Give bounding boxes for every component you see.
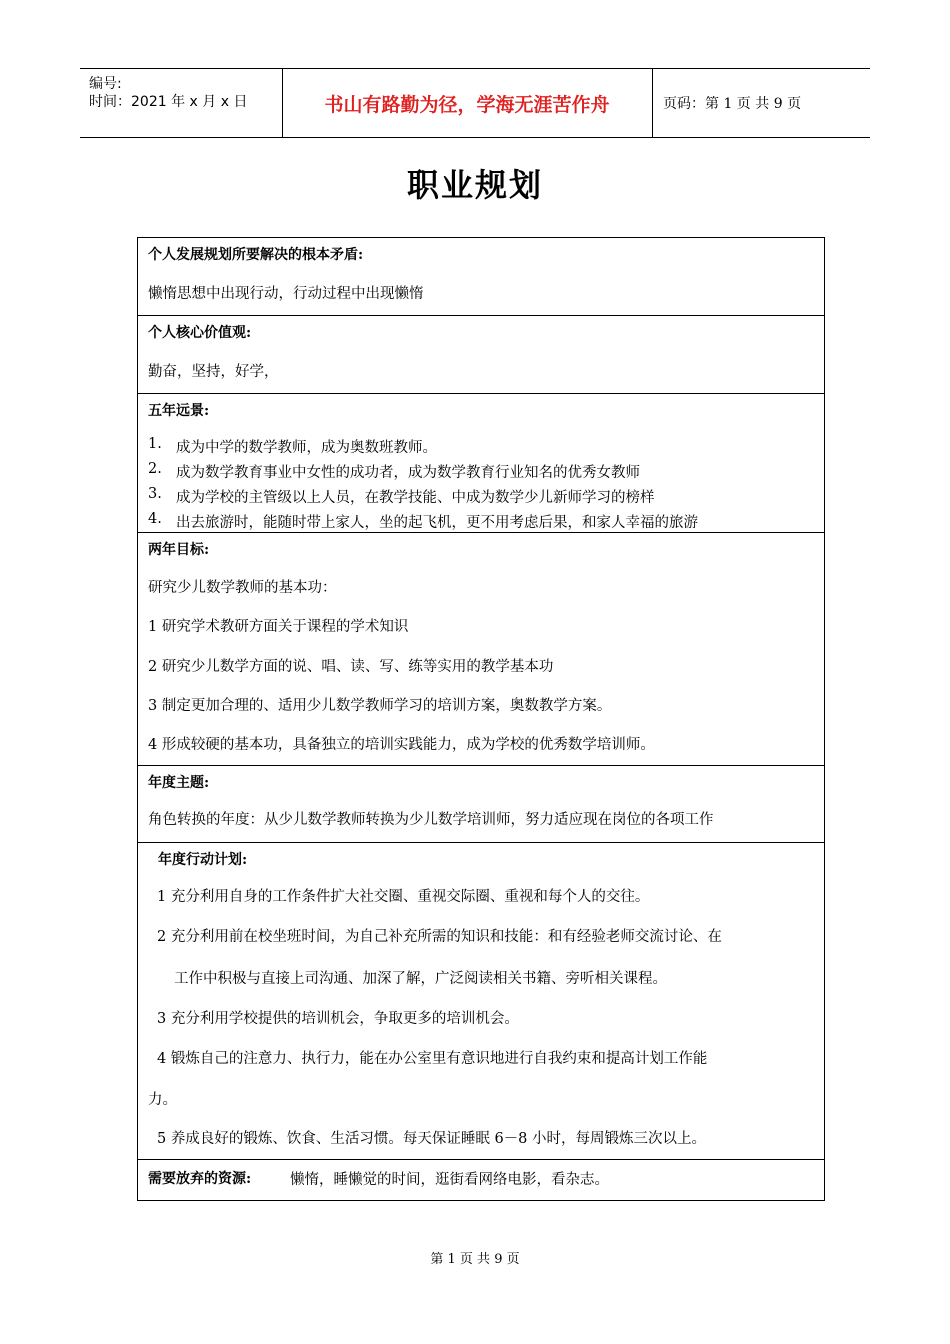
section-text: 勤奋，坚持，好学， xyxy=(148,364,279,380)
section-label: 个人发展规划所要解决的根本矛盾: xyxy=(148,247,364,263)
section-label: 两年目标: xyxy=(148,542,210,558)
list-item: 出去旅游时，能随时带上家人，坐的起飞机，更不用考虑后果，和家人幸福的旅游 xyxy=(176,515,698,531)
header-motto: 书山有路勤为径，学海无涯苦作舟 xyxy=(282,69,653,137)
header-page-info: 页码：第 1 页 共 9 页 xyxy=(663,96,802,112)
list-item-number: 3. xyxy=(148,486,162,502)
plan-line: 3 充分利用学校提供的培训机会，争取更多的培训机会。 xyxy=(157,1011,519,1027)
section-label: 需要放弃的资源: xyxy=(148,1171,252,1187)
plan-line: 1 充分利用自身的工作条件扩大社交圈、重视交际圈、重视和每个人的交往。 xyxy=(157,889,650,905)
goal-line: 4 形成较硬的基本功，具备独立的培训实践能力，成为学校的优秀数学培训师。 xyxy=(148,737,655,753)
plan-table xyxy=(137,237,825,1201)
section-five-year-vision xyxy=(138,394,824,533)
section-label: 五年远景: xyxy=(148,403,210,419)
section-label: 年度主题: xyxy=(148,775,210,791)
section-text: 懒惰，睡懒觉的时间，逛街看网络电影，看杂志。 xyxy=(290,1172,609,1188)
list-item-number: 2. xyxy=(148,461,162,477)
page-footer: 第 1 页 共 9 页 xyxy=(430,1252,520,1267)
section-label: 个人核心价值观: xyxy=(148,325,252,341)
section-core-values xyxy=(138,316,824,394)
list-item: 成为数学教育事业中女性的成功者，成为数学教育行业知名的优秀女教师 xyxy=(176,465,640,481)
section-resources-to-give-up xyxy=(138,1160,824,1200)
section-contradiction xyxy=(138,238,824,316)
section-label: 年度行动计划: xyxy=(158,852,248,868)
header-meta xyxy=(80,69,283,137)
plan-line: 4 锻炼自己的注意力、执行力，能在办公室里有意识地进行自我约束和提高计划工作能 xyxy=(157,1051,708,1067)
plan-line: 工作中积极与直接上司沟通、加深了解，广泛阅读相关书籍、旁听相关课程。 xyxy=(174,971,667,987)
goal-line: 1 研究学术教研方面关于课程的学术知识 xyxy=(148,619,409,635)
list-item-number: 1. xyxy=(148,436,162,452)
plan-line: 力。 xyxy=(148,1092,177,1108)
list-item: 成为中学的数学教师，成为奥数班教师。 xyxy=(176,440,437,456)
list-item: 成为学校的主管级以上人员，在教学技能、中成为数学少儿新师学习的榜样 xyxy=(176,490,655,506)
doc-date: 时间：2021 年 x 月 x 日 xyxy=(89,94,248,110)
goal-line: 3 制定更加合理的、适用少儿数学教师学习的培训方案，奥数教学方案。 xyxy=(148,698,612,714)
section-text: 懒惰思想中出现行动，行动过程中出现懒惰 xyxy=(148,286,424,302)
goal-line: 2 研究少儿数学方面的说、唱、读、写、练等实用的教学基本功 xyxy=(148,659,554,675)
section-text: 角色转换的年度：从少儿数学教师转换为少儿数学培训师，努力适应现在岗位的各项工作 xyxy=(148,812,714,828)
goal-line: 研究少儿数学教师的基本功： xyxy=(148,580,337,596)
list-item-number: 4. xyxy=(148,511,162,527)
plan-line: 2 充分利用前在校坐班时间，为自己补充所需的知识和技能：和有经验老师交流讨论、在 xyxy=(157,929,722,945)
doc-number-label: 编号: xyxy=(89,76,122,92)
page-title: 职业规划 xyxy=(406,166,543,204)
section-two-year-goals xyxy=(138,533,824,766)
section-annual-theme xyxy=(138,766,824,843)
plan-line: 5 养成良好的锻炼、饮食、生活习惯。每天保证睡眠 6－8 小时，每周锻炼三次以上。 xyxy=(157,1131,707,1147)
section-annual-action-plan xyxy=(138,843,824,1160)
document-header xyxy=(80,68,870,138)
